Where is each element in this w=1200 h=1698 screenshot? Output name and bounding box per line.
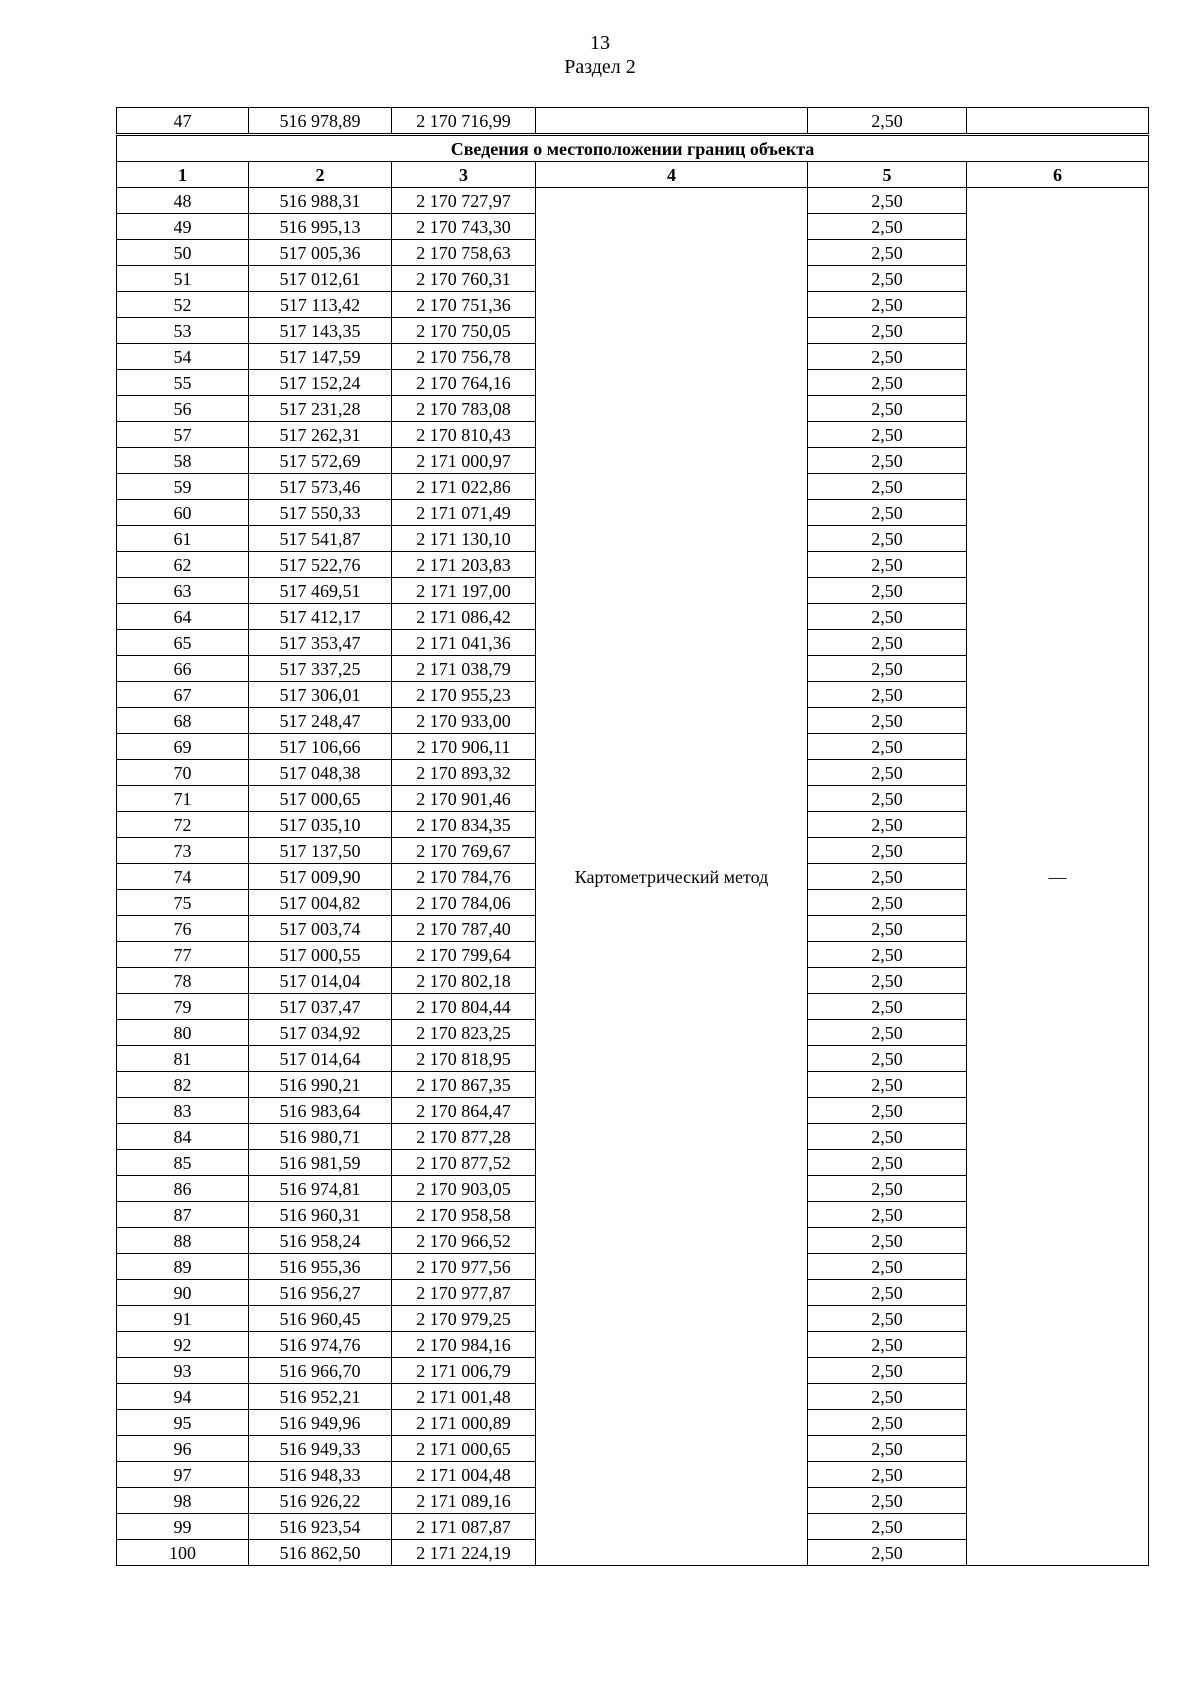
point-number-cell: 52: [117, 292, 249, 318]
y-coordinate-cell: 2 170 716,99: [392, 108, 536, 135]
point-number-cell: 72: [117, 812, 249, 838]
y-coordinate-cell: 2 171 004,48: [392, 1462, 536, 1488]
x-coordinate-cell: 517 248,47: [249, 708, 392, 734]
point-number-cell: 65: [117, 630, 249, 656]
accuracy-cell: 2,50: [808, 1046, 967, 1072]
point-number-cell: 74: [117, 864, 249, 890]
accuracy-cell: 2,50: [808, 734, 967, 760]
x-coordinate-cell: 517 012,61: [249, 266, 392, 292]
accuracy-cell: 2,50: [808, 240, 967, 266]
x-coordinate-cell: 517 034,92: [249, 1020, 392, 1046]
y-coordinate-cell: 2 170 760,31: [392, 266, 536, 292]
point-number-cell: 48: [117, 188, 249, 214]
accuracy-cell: 2,50: [808, 552, 967, 578]
y-coordinate-cell: 2 170 966,52: [392, 1228, 536, 1254]
accuracy-cell: 2,50: [808, 890, 967, 916]
point-number-cell: 79: [117, 994, 249, 1020]
point-number-cell: 80: [117, 1020, 249, 1046]
x-coordinate-cell: 516 990,21: [249, 1072, 392, 1098]
point-number-cell: 77: [117, 942, 249, 968]
point-number-cell: 84: [117, 1124, 249, 1150]
table-row-first: [117, 108, 1149, 135]
y-coordinate-cell: 2 170 823,25: [392, 1020, 536, 1046]
y-coordinate-cell: 2 171 224,19: [392, 1540, 536, 1566]
y-coordinate-cell: 2 170 764,16: [392, 370, 536, 396]
x-coordinate-cell: 517 353,47: [249, 630, 392, 656]
accuracy-cell: 2,50: [808, 864, 967, 890]
y-coordinate-cell: 2 170 893,32: [392, 760, 536, 786]
y-coordinate-cell: 2 170 977,87: [392, 1280, 536, 1306]
x-coordinate-cell: 517 306,01: [249, 682, 392, 708]
x-coordinate-cell: 516 862,50: [249, 1540, 392, 1566]
accuracy-cell: 2,50: [808, 786, 967, 812]
accuracy-cell: 2,50: [808, 266, 967, 292]
point-number-cell: 78: [117, 968, 249, 994]
column-number-1: 1: [117, 162, 249, 188]
y-coordinate-cell: 2 170 804,44: [392, 994, 536, 1020]
x-coordinate-cell: 516 958,24: [249, 1228, 392, 1254]
y-coordinate-cell: 2 170 867,35: [392, 1072, 536, 1098]
point-number-cell: 67: [117, 682, 249, 708]
y-coordinate-cell: 2 170 751,36: [392, 292, 536, 318]
point-number-cell: 90: [117, 1280, 249, 1306]
y-coordinate-cell: 2 171 071,49: [392, 500, 536, 526]
y-coordinate-cell: 2 170 903,05: [392, 1176, 536, 1202]
y-coordinate-cell: 2 170 977,56: [392, 1254, 536, 1280]
point-number-cell: 63: [117, 578, 249, 604]
accuracy-cell: 2,50: [808, 1254, 967, 1280]
y-coordinate-cell: 2 171 006,79: [392, 1358, 536, 1384]
column-number-3: 3: [392, 162, 536, 188]
point-number-cell: 54: [117, 344, 249, 370]
y-coordinate-cell: 2 170 810,43: [392, 422, 536, 448]
x-coordinate-cell: 516 966,70: [249, 1358, 392, 1384]
page-number: 13: [590, 32, 610, 54]
y-coordinate-cell: 2 171 000,65: [392, 1436, 536, 1462]
x-coordinate-cell: 517 412,17: [249, 604, 392, 630]
point-number-cell: 69: [117, 734, 249, 760]
accuracy-cell: 2,50: [808, 214, 967, 240]
column-numbers-row: [117, 162, 1149, 188]
y-coordinate-cell: 2 170 864,47: [392, 1098, 536, 1124]
accuracy-cell: 2,50: [808, 500, 967, 526]
point-number-cell: 55: [117, 370, 249, 396]
x-coordinate-cell: 516 974,76: [249, 1332, 392, 1358]
note-cell: [967, 108, 1149, 135]
section-title: Раздел 2: [564, 56, 636, 78]
accuracy-cell: 2,50: [808, 942, 967, 968]
y-coordinate-cell: 2 170 750,05: [392, 318, 536, 344]
point-number-cell: 86: [117, 1176, 249, 1202]
accuracy-cell: 2,50: [808, 1202, 967, 1228]
y-coordinate-cell: 2 170 787,40: [392, 916, 536, 942]
accuracy-cell: 2,50: [808, 1488, 967, 1514]
point-number-cell: 66: [117, 656, 249, 682]
accuracy-cell: 2,50: [808, 448, 967, 474]
x-coordinate-cell: 516 960,45: [249, 1306, 392, 1332]
y-coordinate-cell: 2 170 877,52: [392, 1150, 536, 1176]
point-number-cell: 71: [117, 786, 249, 812]
y-coordinate-cell: 2 170 834,35: [392, 812, 536, 838]
point-number-cell: 87: [117, 1202, 249, 1228]
x-coordinate-cell: 517 035,10: [249, 812, 392, 838]
point-number-cell: 68: [117, 708, 249, 734]
x-coordinate-cell: 517 137,50: [249, 838, 392, 864]
x-coordinate-cell: 517 004,82: [249, 890, 392, 916]
point-number-cell: 58: [117, 448, 249, 474]
boundary-coordinates-table: [116, 107, 1149, 1566]
accuracy-cell: 2,50: [808, 1436, 967, 1462]
point-number-cell: 93: [117, 1358, 249, 1384]
point-number-cell: 97: [117, 1462, 249, 1488]
x-coordinate-cell: 517 003,74: [249, 916, 392, 942]
accuracy-cell: 2,50: [808, 1228, 967, 1254]
point-number-cell: 53: [117, 318, 249, 344]
point-number-cell: 50: [117, 240, 249, 266]
point-number-cell: 51: [117, 266, 249, 292]
accuracy-cell: 2,50: [808, 1072, 967, 1098]
point-number-cell: 64: [117, 604, 249, 630]
x-coordinate-cell: 516 988,31: [249, 188, 392, 214]
point-number-cell: 62: [117, 552, 249, 578]
point-number-cell: 60: [117, 500, 249, 526]
method-cell: [536, 108, 808, 135]
point-number-cell: 82: [117, 1072, 249, 1098]
x-coordinate-cell: 517 009,90: [249, 864, 392, 890]
x-coordinate-cell: 516 983,64: [249, 1098, 392, 1124]
accuracy-cell: 2,50: [808, 526, 967, 552]
point-number-cell: 81: [117, 1046, 249, 1072]
point-number-cell: 56: [117, 396, 249, 422]
accuracy-cell: 2,50: [808, 422, 967, 448]
accuracy-cell: 2,50: [808, 994, 967, 1020]
y-coordinate-cell: 2 171 089,16: [392, 1488, 536, 1514]
y-coordinate-cell: 2 170 799,64: [392, 942, 536, 968]
accuracy-cell: 2,50: [808, 474, 967, 500]
y-coordinate-cell: 2 171 130,10: [392, 526, 536, 552]
x-coordinate-cell: 517 541,87: [249, 526, 392, 552]
column-number-4: 4: [536, 162, 808, 188]
accuracy-cell: 2,50: [808, 838, 967, 864]
point-number-cell: 61: [117, 526, 249, 552]
point-number-cell: 85: [117, 1150, 249, 1176]
accuracy-cell: 2,50: [808, 292, 967, 318]
y-coordinate-cell: 2 171 000,89: [392, 1410, 536, 1436]
point-number-cell: 94: [117, 1384, 249, 1410]
x-coordinate-cell: 516 960,31: [249, 1202, 392, 1228]
note-cell: —: [967, 188, 1149, 1566]
y-coordinate-cell: 2 170 784,76: [392, 864, 536, 890]
x-coordinate-cell: 517 550,33: [249, 500, 392, 526]
point-number-cell: 100: [117, 1540, 249, 1566]
x-coordinate-cell: 517 337,25: [249, 656, 392, 682]
accuracy-cell: 2,50: [808, 1124, 967, 1150]
x-coordinate-cell: 517 000,55: [249, 942, 392, 968]
x-coordinate-cell: 516 981,59: [249, 1150, 392, 1176]
x-coordinate-cell: 516 923,54: [249, 1514, 392, 1540]
table-caption-row: [117, 135, 1149, 162]
x-coordinate-cell: 516 974,81: [249, 1176, 392, 1202]
method-cell: Картометрический метод: [536, 188, 808, 1566]
y-coordinate-cell: 2 171 086,42: [392, 604, 536, 630]
accuracy-cell: 2,50: [808, 656, 967, 682]
accuracy-cell: 2,50: [808, 1462, 967, 1488]
x-coordinate-cell: 517 048,38: [249, 760, 392, 786]
x-coordinate-cell: 516 995,13: [249, 214, 392, 240]
x-coordinate-cell: 516 926,22: [249, 1488, 392, 1514]
accuracy-cell: 2,50: [808, 682, 967, 708]
x-coordinate-cell: 517 469,51: [249, 578, 392, 604]
accuracy-cell: 2,50: [808, 108, 967, 135]
point-number-cell: 59: [117, 474, 249, 500]
y-coordinate-cell: 2 170 769,67: [392, 838, 536, 864]
y-coordinate-cell: 2 170 743,30: [392, 214, 536, 240]
x-coordinate-cell: 516 980,71: [249, 1124, 392, 1150]
x-coordinate-cell: 517 147,59: [249, 344, 392, 370]
accuracy-cell: 2,50: [808, 630, 967, 656]
y-coordinate-cell: 2 170 758,63: [392, 240, 536, 266]
x-coordinate-cell: 517 014,04: [249, 968, 392, 994]
y-coordinate-cell: 2 170 958,58: [392, 1202, 536, 1228]
y-coordinate-cell: 2 171 001,48: [392, 1384, 536, 1410]
accuracy-cell: 2,50: [808, 370, 967, 396]
x-coordinate-cell: 516 952,21: [249, 1384, 392, 1410]
accuracy-cell: 2,50: [808, 396, 967, 422]
point-number-cell: 76: [117, 916, 249, 942]
x-coordinate-cell: 517 014,64: [249, 1046, 392, 1072]
table-caption: Сведения о местоположении границ объекта: [117, 135, 1149, 162]
x-coordinate-cell: 517 522,76: [249, 552, 392, 578]
x-coordinate-cell: 516 955,36: [249, 1254, 392, 1280]
y-coordinate-cell: 2 170 979,25: [392, 1306, 536, 1332]
accuracy-cell: 2,50: [808, 604, 967, 630]
y-coordinate-cell: 2 170 818,95: [392, 1046, 536, 1072]
accuracy-cell: 2,50: [808, 578, 967, 604]
accuracy-cell: 2,50: [808, 708, 967, 734]
accuracy-cell: 2,50: [808, 1020, 967, 1046]
accuracy-cell: 2,50: [808, 1150, 967, 1176]
accuracy-cell: 2,50: [808, 1280, 967, 1306]
table-row: [117, 188, 1149, 214]
accuracy-cell: 2,50: [808, 1176, 967, 1202]
accuracy-cell: 2,50: [808, 1540, 967, 1566]
accuracy-cell: 2,50: [808, 916, 967, 942]
accuracy-cell: 2,50: [808, 812, 967, 838]
x-coordinate-cell: 517 152,24: [249, 370, 392, 396]
point-number-cell: 70: [117, 760, 249, 786]
x-coordinate-cell: 517 231,28: [249, 396, 392, 422]
column-number-2: 2: [249, 162, 392, 188]
point-number-cell: 92: [117, 1332, 249, 1358]
point-number-cell: 75: [117, 890, 249, 916]
y-coordinate-cell: 2 170 901,46: [392, 786, 536, 812]
point-number-cell: 91: [117, 1306, 249, 1332]
x-coordinate-cell: 516 948,33: [249, 1462, 392, 1488]
point-number-cell: 96: [117, 1436, 249, 1462]
point-number-cell: 89: [117, 1254, 249, 1280]
column-number-6: 6: [967, 162, 1149, 188]
y-coordinate-cell: 2 171 087,87: [392, 1514, 536, 1540]
x-coordinate-cell: 517 113,42: [249, 292, 392, 318]
y-coordinate-cell: 2 171 197,00: [392, 578, 536, 604]
accuracy-cell: 2,50: [808, 1306, 967, 1332]
y-coordinate-cell: 2 170 933,00: [392, 708, 536, 734]
x-coordinate-cell: 517 000,65: [249, 786, 392, 812]
accuracy-cell: 2,50: [808, 188, 967, 214]
accuracy-cell: 2,50: [808, 1332, 967, 1358]
accuracy-cell: 2,50: [808, 1410, 967, 1436]
y-coordinate-cell: 2 170 955,23: [392, 682, 536, 708]
accuracy-cell: 2,50: [808, 1384, 967, 1410]
accuracy-cell: 2,50: [808, 1098, 967, 1124]
accuracy-cell: 2,50: [808, 968, 967, 994]
point-number-cell: 73: [117, 838, 249, 864]
x-coordinate-cell: 517 005,36: [249, 240, 392, 266]
x-coordinate-cell: 517 037,47: [249, 994, 392, 1020]
x-coordinate-cell: 516 949,33: [249, 1436, 392, 1462]
column-number-5: 5: [808, 162, 967, 188]
x-coordinate-cell: 516 949,96: [249, 1410, 392, 1436]
y-coordinate-cell: 2 170 784,06: [392, 890, 536, 916]
y-coordinate-cell: 2 170 783,08: [392, 396, 536, 422]
x-coordinate-cell: 517 573,46: [249, 474, 392, 500]
x-coordinate-cell: 517 143,35: [249, 318, 392, 344]
y-coordinate-cell: 2 170 802,18: [392, 968, 536, 994]
accuracy-cell: 2,50: [808, 344, 967, 370]
point-number-cell: 83: [117, 1098, 249, 1124]
x-coordinate-cell: 517 106,66: [249, 734, 392, 760]
point-number-cell: 49: [117, 214, 249, 240]
point-number-cell: 47: [117, 108, 249, 135]
x-coordinate-cell: 517 572,69: [249, 448, 392, 474]
y-coordinate-cell: 2 170 756,78: [392, 344, 536, 370]
accuracy-cell: 2,50: [808, 1358, 967, 1384]
x-coordinate-cell: 517 262,31: [249, 422, 392, 448]
point-number-cell: 95: [117, 1410, 249, 1436]
y-coordinate-cell: 2 171 000,97: [392, 448, 536, 474]
x-coordinate-cell: 516 978,89: [249, 108, 392, 135]
y-coordinate-cell: 2 171 041,36: [392, 630, 536, 656]
y-coordinate-cell: 2 170 906,11: [392, 734, 536, 760]
y-coordinate-cell: 2 171 038,79: [392, 656, 536, 682]
y-coordinate-cell: 2 170 984,16: [392, 1332, 536, 1358]
y-coordinate-cell: 2 171 022,86: [392, 474, 536, 500]
point-number-cell: 57: [117, 422, 249, 448]
y-coordinate-cell: 2 170 877,28: [392, 1124, 536, 1150]
y-coordinate-cell: 2 171 203,83: [392, 552, 536, 578]
point-number-cell: 99: [117, 1514, 249, 1540]
x-coordinate-cell: 516 956,27: [249, 1280, 392, 1306]
point-number-cell: 98: [117, 1488, 249, 1514]
accuracy-cell: 2,50: [808, 318, 967, 344]
accuracy-cell: 2,50: [808, 760, 967, 786]
point-number-cell: 88: [117, 1228, 249, 1254]
y-coordinate-cell: 2 170 727,97: [392, 188, 536, 214]
accuracy-cell: 2,50: [808, 1514, 967, 1540]
